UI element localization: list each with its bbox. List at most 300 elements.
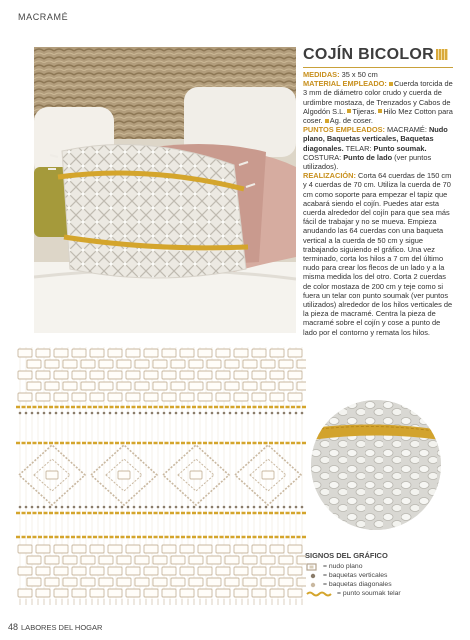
legend-row bbox=[305, 580, 455, 589]
chart-vertical-clove bbox=[193, 412, 196, 415]
chart-knot bbox=[36, 349, 50, 357]
chart-vertical-clove bbox=[163, 506, 166, 509]
chart-vertical-clove bbox=[67, 412, 70, 415]
detail-photo bbox=[311, 400, 441, 530]
chart-knot bbox=[234, 567, 248, 575]
legend-label: = nudo plano bbox=[323, 563, 363, 570]
section-label: MACRAMÉ bbox=[18, 12, 69, 22]
medidas-label: MEDIDAS: bbox=[303, 70, 340, 79]
chart-knot bbox=[243, 382, 257, 390]
puntos-label: PUNTOS EMPLEADOS: bbox=[303, 125, 385, 135]
chart-vertical-clove bbox=[163, 412, 166, 415]
chart-vertical-clove bbox=[133, 506, 136, 509]
chart-knot bbox=[144, 545, 158, 553]
chart-knot bbox=[45, 556, 59, 564]
cushion-photo bbox=[34, 47, 296, 333]
chart-vertical-clove bbox=[289, 412, 292, 415]
chart-vertical-clove bbox=[283, 412, 286, 415]
chart-knot bbox=[207, 382, 221, 390]
chart-knot bbox=[18, 567, 32, 575]
chart-vertical-clove bbox=[193, 506, 196, 509]
chart-knot bbox=[261, 360, 275, 368]
chart-vertical-clove bbox=[181, 506, 184, 509]
chart-vertical-clove bbox=[25, 506, 28, 509]
chart-vertical-clove bbox=[211, 412, 214, 415]
chart-knot bbox=[189, 360, 203, 368]
material-item-2: Tijeras. bbox=[352, 106, 377, 116]
chart-vertical-clove bbox=[55, 412, 58, 415]
chart-vertical-clove bbox=[187, 506, 190, 509]
chart-knot bbox=[261, 578, 275, 586]
chart-knot bbox=[46, 471, 58, 479]
chart-vertical-clove bbox=[31, 506, 34, 509]
chart-knot bbox=[180, 545, 194, 553]
chart-knot bbox=[18, 393, 32, 401]
chart-knot bbox=[126, 545, 140, 553]
chart-vertical-clove bbox=[277, 506, 280, 509]
chart-knot bbox=[216, 545, 230, 553]
chart-vertical-clove bbox=[157, 506, 160, 509]
chart-knot bbox=[99, 556, 113, 564]
chart-knot bbox=[126, 393, 140, 401]
chart-knot bbox=[90, 371, 104, 379]
chart-vertical-clove bbox=[79, 506, 82, 509]
chart-knot bbox=[144, 349, 158, 357]
chart-vertical-clove bbox=[43, 506, 46, 509]
chart-knot bbox=[144, 589, 158, 597]
chart-knot bbox=[171, 556, 185, 564]
chart-knot bbox=[225, 556, 239, 564]
chart-knot bbox=[108, 589, 122, 597]
puntos-text-1: MACRAMÉ: bbox=[385, 125, 429, 135]
chart-knot bbox=[225, 382, 239, 390]
chart-knot bbox=[243, 578, 257, 586]
chart-knot bbox=[90, 545, 104, 553]
chart-knot bbox=[216, 567, 230, 575]
chart-knot bbox=[135, 578, 149, 586]
chart-vertical-clove bbox=[127, 412, 130, 415]
chart-knot bbox=[63, 382, 77, 390]
chart-knot bbox=[288, 393, 302, 401]
chart-vertical-clove bbox=[211, 506, 214, 509]
chart-knot bbox=[252, 349, 266, 357]
chart-vertical-clove bbox=[55, 506, 58, 509]
page-footer bbox=[8, 622, 102, 632]
chart-knot bbox=[288, 567, 302, 575]
title-rule bbox=[303, 67, 453, 68]
chart-vertical-clove bbox=[19, 506, 22, 509]
chart-knot bbox=[171, 360, 185, 368]
chart-vertical-clove bbox=[49, 412, 52, 415]
chart-knot bbox=[234, 589, 248, 597]
chart-knot bbox=[198, 589, 212, 597]
chart-vertical-clove bbox=[49, 506, 52, 509]
bullet-icon bbox=[378, 109, 382, 113]
chart-vertical-clove bbox=[37, 506, 40, 509]
chart-knot bbox=[288, 589, 302, 597]
legend-row bbox=[305, 562, 455, 571]
chart-vertical-clove bbox=[103, 506, 106, 509]
bullet-icon bbox=[389, 82, 393, 86]
chart-vertical-clove bbox=[223, 506, 226, 509]
chart-knot bbox=[162, 393, 176, 401]
chart-vertical-clove bbox=[79, 412, 82, 415]
chart-vertical-clove bbox=[157, 412, 160, 415]
chart-vertical-clove bbox=[151, 506, 154, 509]
chart-vertical-clove bbox=[31, 412, 34, 415]
chart-vertical-clove bbox=[199, 412, 202, 415]
chart-knot bbox=[189, 578, 203, 586]
chart-vertical-clove bbox=[301, 506, 304, 509]
macrame-chart bbox=[16, 347, 306, 605]
chart-knot bbox=[270, 393, 284, 401]
chart-knot bbox=[270, 371, 284, 379]
chart-vertical-clove bbox=[205, 506, 208, 509]
chart-knot bbox=[189, 556, 203, 564]
chart-knot bbox=[72, 349, 86, 357]
chart-knot bbox=[225, 578, 239, 586]
chart-knot bbox=[72, 589, 86, 597]
chart-knot bbox=[108, 371, 122, 379]
chart-knot bbox=[18, 349, 32, 357]
chart-knot bbox=[54, 371, 68, 379]
chart-knot bbox=[153, 382, 167, 390]
chart-vertical-clove bbox=[301, 412, 304, 415]
chart-knot bbox=[36, 371, 50, 379]
chart-knot bbox=[207, 578, 221, 586]
chart-knot bbox=[126, 349, 140, 357]
chart-knot bbox=[207, 360, 221, 368]
nudo-plano-symbol-icon bbox=[305, 563, 321, 571]
chart-vertical-clove bbox=[85, 506, 88, 509]
chart-knot bbox=[180, 589, 194, 597]
chart-knot bbox=[252, 545, 266, 553]
chart-knot bbox=[144, 567, 158, 575]
chart-vertical-clove bbox=[25, 412, 28, 415]
title-decoration-icon bbox=[436, 49, 448, 60]
chart-vertical-clove bbox=[175, 412, 178, 415]
chart-knot bbox=[90, 349, 104, 357]
chart-knot bbox=[45, 360, 59, 368]
chart-vertical-clove bbox=[217, 506, 220, 509]
chart-knot bbox=[162, 371, 176, 379]
baquetas-verticales-symbol-icon bbox=[305, 572, 321, 580]
chart-vertical-clove bbox=[145, 412, 148, 415]
chart-knot bbox=[117, 360, 131, 368]
bullet-icon bbox=[325, 119, 329, 123]
chart-knot bbox=[54, 393, 68, 401]
chart-vertical-clove bbox=[109, 506, 112, 509]
chart-knot bbox=[117, 382, 131, 390]
chart-knot bbox=[153, 556, 167, 564]
material-label: MATERIAL EMPLEADO: bbox=[303, 79, 387, 89]
chart-vertical-clove bbox=[241, 412, 244, 415]
chart-knot bbox=[243, 556, 257, 564]
chart-knot bbox=[189, 382, 203, 390]
chart-knot bbox=[288, 349, 302, 357]
material-item-3: Hilo Mez Cotton para coser. bbox=[303, 106, 453, 126]
chart-legend bbox=[305, 551, 455, 598]
chart-vertical-clove bbox=[253, 506, 256, 509]
chart-knot bbox=[279, 360, 293, 368]
chart-vertical-clove bbox=[289, 506, 292, 509]
legend-title: SIGNOS DEL GRÁFICO bbox=[305, 551, 388, 560]
chart-knot bbox=[45, 578, 59, 586]
chart-vertical-clove bbox=[43, 412, 46, 415]
chart-vertical-clove bbox=[73, 506, 76, 509]
chart-knot bbox=[108, 545, 122, 553]
chart-knot bbox=[108, 349, 122, 357]
chart-vertical-clove bbox=[115, 506, 118, 509]
chart-knot bbox=[162, 545, 176, 553]
chart-vertical-clove bbox=[235, 506, 238, 509]
legend-row bbox=[305, 571, 455, 580]
chart-vertical-clove bbox=[259, 412, 262, 415]
chart-vertical-clove bbox=[265, 506, 268, 509]
chart-knot bbox=[27, 382, 41, 390]
chart-knot bbox=[198, 393, 212, 401]
chart-vertical-clove bbox=[229, 412, 232, 415]
chart-vertical-clove bbox=[187, 412, 190, 415]
chart-knot bbox=[36, 545, 50, 553]
chart-knot bbox=[36, 567, 50, 575]
chart-knot bbox=[225, 360, 239, 368]
puntos-text-5: COSTURA: bbox=[303, 152, 344, 162]
chart-knot bbox=[90, 589, 104, 597]
chart-vertical-clove bbox=[277, 412, 280, 415]
chart-vertical-clove bbox=[295, 412, 298, 415]
chart-vertical-clove bbox=[175, 506, 178, 509]
legend-label: = baquetas diagonales bbox=[323, 581, 392, 588]
chart-knot bbox=[81, 578, 95, 586]
legend-label: = punto soumak telar bbox=[337, 590, 401, 597]
chart-knot bbox=[54, 349, 68, 357]
chart-vertical-clove bbox=[247, 506, 250, 509]
article-title-block bbox=[303, 46, 453, 68]
chart-knot bbox=[180, 567, 194, 575]
chart-vertical-clove bbox=[97, 412, 100, 415]
instructions-text bbox=[303, 70, 455, 337]
chart-knot bbox=[198, 567, 212, 575]
chart-knot bbox=[180, 393, 194, 401]
chart-vertical-clove bbox=[115, 412, 118, 415]
chart-knot bbox=[63, 578, 77, 586]
chart-knot bbox=[270, 567, 284, 575]
chart-vertical-clove bbox=[121, 506, 124, 509]
chart-vertical-clove bbox=[181, 412, 184, 415]
chart-vertical-clove bbox=[199, 506, 202, 509]
chart-knot bbox=[90, 393, 104, 401]
chart-vertical-clove bbox=[97, 506, 100, 509]
chart-knot bbox=[126, 567, 140, 575]
chart-vertical-clove bbox=[127, 506, 130, 509]
chart-knot bbox=[279, 578, 293, 586]
puntos-text-3: TELAR: bbox=[343, 143, 374, 153]
chart-knot bbox=[243, 360, 257, 368]
chart-vertical-clove bbox=[133, 412, 136, 415]
chart-knot bbox=[126, 589, 140, 597]
chart-knot bbox=[279, 556, 293, 564]
chart-knot bbox=[180, 371, 194, 379]
chart-knot bbox=[63, 360, 77, 368]
chart-knot bbox=[198, 349, 212, 357]
chart-vertical-clove bbox=[271, 506, 274, 509]
chart-knot bbox=[162, 349, 176, 357]
chart-vertical-clove bbox=[37, 412, 40, 415]
chart-knot bbox=[27, 556, 41, 564]
material-item-4: Ag. de coser. bbox=[329, 116, 373, 126]
chart-knot bbox=[270, 545, 284, 553]
baquetas-diagonales-symbol-icon bbox=[305, 581, 321, 589]
chart-vertical-clove bbox=[19, 412, 22, 415]
chart-knot bbox=[297, 382, 306, 390]
chart-knot bbox=[270, 589, 284, 597]
chart-vertical-clove bbox=[169, 506, 172, 509]
chart-knot bbox=[288, 545, 302, 553]
chart-knot bbox=[72, 567, 86, 575]
chart-knot bbox=[118, 471, 130, 479]
chart-knot bbox=[216, 393, 230, 401]
chart-knot bbox=[216, 349, 230, 357]
chart-vertical-clove bbox=[217, 412, 220, 415]
chart-knot bbox=[153, 360, 167, 368]
chart-knot bbox=[36, 589, 50, 597]
chart-knot bbox=[144, 393, 158, 401]
chart-knot bbox=[54, 589, 68, 597]
chart-knot bbox=[27, 360, 41, 368]
chart-knot bbox=[72, 545, 86, 553]
chart-knot bbox=[288, 371, 302, 379]
chart-knot bbox=[180, 349, 194, 357]
bullet-icon bbox=[347, 109, 351, 113]
puntos-text-4: Punto soumak. bbox=[373, 143, 427, 153]
chart-knot bbox=[171, 578, 185, 586]
chart-vertical-clove bbox=[85, 412, 88, 415]
chart-knot bbox=[162, 567, 176, 575]
chart-knot bbox=[171, 382, 185, 390]
chart-knot bbox=[198, 371, 212, 379]
chart-knot bbox=[108, 393, 122, 401]
chart-vertical-clove bbox=[295, 506, 298, 509]
chart-knot bbox=[144, 371, 158, 379]
chart-knot bbox=[117, 556, 131, 564]
chart-vertical-clove bbox=[139, 412, 142, 415]
chart-knot bbox=[252, 567, 266, 575]
chart-knot bbox=[27, 578, 41, 586]
chart-vertical-clove bbox=[241, 506, 244, 509]
realizacion-text: Corta 64 cuerdas de 150 cm y 4 cuerdas de 70 cm. Utiliza la cuerda de 70 cm como soporte para empezar el tapiz que acabará siendo el cojín. Puedes atar esta cuerda alrededor del cojín para que sea más fácil de trabajar y no se mueva. Empieza anudando las 64 cuerdas con una baqueta vertical a la cuerda de 50 cm y sigue trabajando siguiendo el gráfico. Una vez terminado, corta los hilos a 7 cm del último nudo para crear los flecos de un lado y a la misma medida los del otro. Corta 2 cuerdas de color mostaza de 200 cm y teje como si fuera un telar con punto soumak (ver puntos utilizados) alrededor de los hilos verticales de la pieza de macramé. Centra la pieza de macramé sobre el cojín y cose a punto de lado por el contorno y remata los hilos. bbox=[303, 171, 453, 337]
chart-knot bbox=[135, 556, 149, 564]
chart-vertical-clove bbox=[139, 506, 142, 509]
chart-vertical-clove bbox=[235, 412, 238, 415]
chart-knot bbox=[45, 382, 59, 390]
chart-knot bbox=[234, 349, 248, 357]
chart-vertical-clove bbox=[67, 506, 70, 509]
chart-vertical-clove bbox=[205, 412, 208, 415]
chart-vertical-clove bbox=[61, 412, 64, 415]
chart-vertical-clove bbox=[223, 412, 226, 415]
chart-vertical-clove bbox=[73, 412, 76, 415]
chart-knot bbox=[234, 545, 248, 553]
page-number: 48 bbox=[8, 622, 19, 632]
article-title: COJÍN BICOLOR bbox=[303, 46, 453, 64]
chart-knot bbox=[234, 371, 248, 379]
chart-knot bbox=[72, 393, 86, 401]
chart-knot bbox=[190, 471, 202, 479]
legend-row bbox=[305, 589, 455, 598]
chart-knot bbox=[36, 393, 50, 401]
chart-knot bbox=[18, 545, 32, 553]
chart-knot bbox=[81, 556, 95, 564]
chart-knot bbox=[216, 589, 230, 597]
chart-knot bbox=[270, 349, 284, 357]
chart-knot bbox=[117, 578, 131, 586]
chart-knot bbox=[234, 393, 248, 401]
chart-knot bbox=[198, 545, 212, 553]
chart-knot bbox=[72, 371, 86, 379]
chart-knot bbox=[162, 589, 176, 597]
chart-knot bbox=[18, 371, 32, 379]
chart-knot bbox=[262, 471, 274, 479]
magazine-name: LABORES DEL HOGAR bbox=[21, 623, 103, 632]
chart-knot bbox=[252, 589, 266, 597]
realizacion-label: REALIZACIÓN: bbox=[303, 171, 356, 181]
chart-vertical-clove bbox=[121, 412, 124, 415]
chart-knot bbox=[54, 567, 68, 575]
chart-knot bbox=[63, 556, 77, 564]
chart-knot bbox=[261, 556, 275, 564]
chart-vertical-clove bbox=[283, 506, 286, 509]
chart-knot bbox=[81, 382, 95, 390]
chart-vertical-clove bbox=[91, 412, 94, 415]
chart-knot bbox=[126, 371, 140, 379]
chart-knot bbox=[297, 360, 306, 368]
material-item-1: Cuerda torcida de 3 mm de diámetro color crudo y cuerda de urdimbre mostaza, de Trenzados y Cabos de Algodón S.L. bbox=[303, 79, 453, 116]
chart-knot bbox=[54, 545, 68, 553]
chart-knot bbox=[216, 371, 230, 379]
chart-vertical-clove bbox=[253, 412, 256, 415]
chart-vertical-clove bbox=[271, 412, 274, 415]
puntos-text-6: Punto de lado bbox=[343, 152, 393, 162]
chart-knot bbox=[252, 371, 266, 379]
puntos-text-7: (ver puntos utilizados). bbox=[303, 152, 432, 172]
chart-knot bbox=[252, 393, 266, 401]
chart-knot bbox=[135, 382, 149, 390]
chart-vertical-clove bbox=[169, 412, 172, 415]
chart-knot bbox=[90, 567, 104, 575]
chart-vertical-clove bbox=[151, 412, 154, 415]
chart-knot bbox=[99, 360, 113, 368]
chart-knot bbox=[279, 382, 293, 390]
chart-vertical-clove bbox=[145, 506, 148, 509]
chart-knot bbox=[81, 360, 95, 368]
chart-vertical-clove bbox=[103, 412, 106, 415]
punto-soumak-symbol-icon bbox=[305, 590, 335, 598]
puntos-text-2: Nudo plano, Baquetas verticales, Baquetas diagonales. bbox=[303, 125, 448, 153]
medidas-value: 35 x 50 cm bbox=[339, 70, 378, 79]
chart-vertical-clove bbox=[265, 412, 268, 415]
chart-vertical-clove bbox=[259, 506, 262, 509]
chart-knot bbox=[99, 578, 113, 586]
chart-knot bbox=[153, 578, 167, 586]
chart-vertical-clove bbox=[91, 506, 94, 509]
chart-knot bbox=[261, 382, 275, 390]
chart-knot bbox=[99, 382, 113, 390]
chart-knot bbox=[18, 589, 32, 597]
chart-knot bbox=[207, 556, 221, 564]
chart-vertical-clove bbox=[247, 412, 250, 415]
chart-knot bbox=[135, 360, 149, 368]
